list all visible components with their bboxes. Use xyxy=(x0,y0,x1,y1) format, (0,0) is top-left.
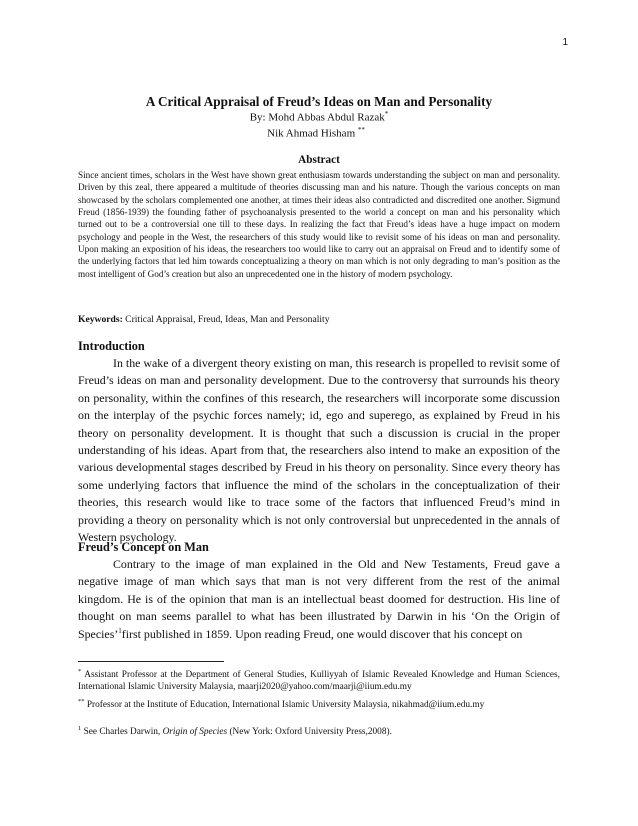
concept-paragraph-text-before-note: Contrary to the image of man explained in the Old and New Testaments, Freud gave a negative image of man which says that man is not very different from the rest of the animal kingdom. He is of the opinion that man is an intellectual beast doomed for destruction. His line of thought on man seems parallel to what has been illustrated by Darwin in his ‘On the Origin of Species’ xyxy=(78,557,560,641)
author-secondary xyxy=(0,126,635,140)
footnote-book-title: Origin of Species xyxy=(162,727,228,737)
footnote-text: Professor at the Institute of Education, International Islamic University Malaysia, nikahmad@iium.edu.my xyxy=(84,700,485,710)
footnote-separator xyxy=(78,661,224,662)
abstract-text: Since ancient times, scholars in the West have shown great enthusiasm towards understanding the subject on man and personality. Driven by this zeal, there appeared a multitude of theories discussing man and his nature. Though the various concepts on man showcased by the scholars complemented one another, at times their ideas also contradicted and discredited one another. Sigmund Freud (1856-1939) the founding father of psychoanalysis presented to the world a concept on man and his personality which turned out to be a controversial one till to these days. In realizing the fact that Freud’s ideas have a huge impact on modern psychology and people in the West, the researchers of this study would like to revisit some of his ideas on man and personality. Upon making an exposition of his ideas, the researchers too would like to carry out an appraisal on Freud and to identify some of the underlying factors that led him towards conceptualizing a theory on man which is not only degrading to man’s position as the most intelligent of God’s creation but also an unprecedented one in the history of modern psychology. xyxy=(78,170,560,279)
footnote-author-secondary xyxy=(78,699,560,711)
footnote-1 xyxy=(78,726,560,738)
concept-on-man-paragraph xyxy=(78,556,560,643)
abstract-heading: Abstract xyxy=(298,154,340,166)
footnote-mark: 1 xyxy=(78,724,82,732)
author-secondary-footnote-mark: ** xyxy=(357,126,365,134)
introduction-paragraph: In the wake of a divergent theory existing on man, this research is propelled to revisit some of Freud’s ideas on man and personality development. Due to the controversy that surrounds his theory on personality, within the confines of this research, the researchers will incorporate some discussion on the interplay of the psychic forces namely; id, ego and superego, as explained by Freud in his theory on personality development. It is thought that such a discussion is crucial in the proper understanding of his ideas. Apart from that, the researchers also intend to make an exposition of the various developmental stages described by Freud in his theory on personality. Since every theory has some underlying factors that influence the mind of the scholars in the conceptualization of their theories, this research would like to trace some of the factors that influenced Freud’s mind in providing a theory on personality which is not only controversial but unprecedented in the annals of Western psychology. xyxy=(78,356,560,545)
footnote-text: Assistant Professor at the Department of General Studies, Kulliyyah of Islamic Revealed Knowledge and Human Sciences, International Islamic University Malaysia, maarji2020@yahoo.com/maarji@iium.edu.my xyxy=(78,670,560,693)
keywords-list: Critical Appraisal, Freud, Ideas, Man and Personality xyxy=(122,314,330,325)
footnote-author-primary xyxy=(78,669,560,694)
section-heading-concept-on-man: Freud’s Concept on Man xyxy=(78,540,209,554)
author-primary xyxy=(0,110,638,124)
author-secondary-name: Nik Ahmad Hisham xyxy=(267,127,358,140)
footnote-text-before: See Charles Darwin, xyxy=(81,727,163,737)
author-primary-footnote-mark: * xyxy=(384,110,389,118)
keywords-label: Keywords: xyxy=(78,314,123,325)
section-heading-introduction: Introduction xyxy=(78,339,145,353)
keywords-line xyxy=(78,314,560,325)
footnote-mark: * xyxy=(78,667,82,675)
author-primary-name: By: Mohd Abbas Abdul Razak xyxy=(249,111,385,124)
paper-title: A Critical Appraisal of Freud’s Ideas on Man and Personality xyxy=(145,94,493,109)
footnote-reference-1: 1 xyxy=(118,626,122,635)
page-number: 1 xyxy=(562,37,568,48)
footnote-text-after: (New York: Oxford University Press,2008). xyxy=(227,727,392,737)
concept-paragraph-text-after-note: first published in 1859. Upon reading Freud, one would discover that his concept on xyxy=(121,626,523,641)
footnote-mark: ** xyxy=(78,697,85,705)
